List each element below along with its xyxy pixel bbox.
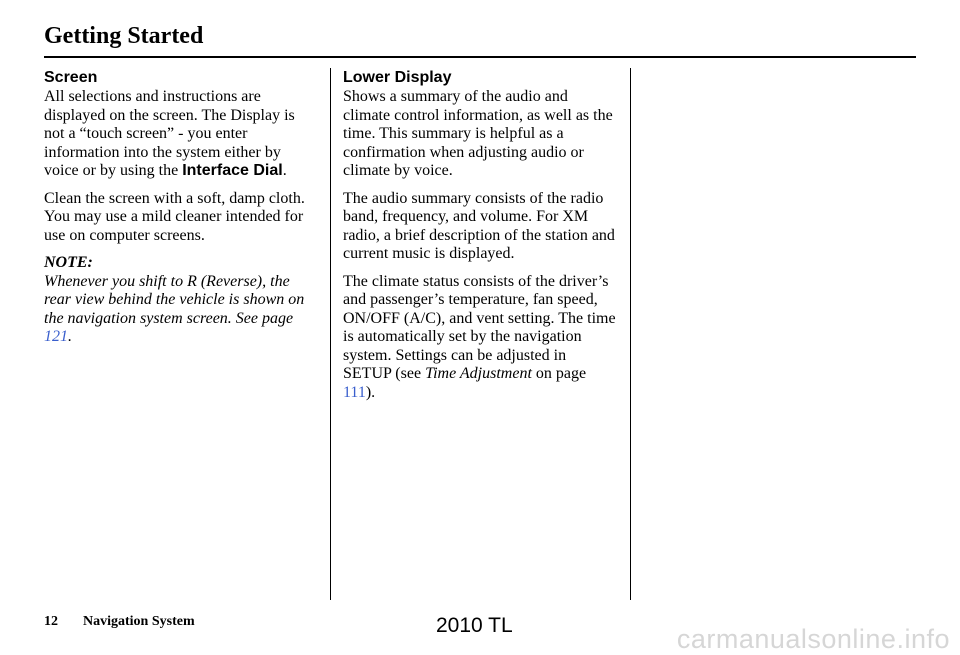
- screen-paragraph-2: Clean the screen with a soft, damp cloth. You may use a mild cleaner intended for use on computer screens.: [44, 189, 305, 244]
- page-number: 12: [44, 614, 58, 629]
- column-divider-right: [630, 68, 631, 600]
- page-111-link[interactable]: 111: [343, 383, 366, 401]
- lower-display-column: [343, 68, 618, 411]
- note-body: Whenever you shift to R (Reverse), the rear view behind the vehicle is shown on the navigation system screen. See page: [44, 272, 305, 327]
- note-label: NOTE:: [44, 254, 93, 271]
- page-121-link[interactable]: 121: [44, 328, 68, 345]
- lower-display-paragraph-3: [343, 273, 618, 403]
- title-divider: [44, 56, 916, 58]
- screen-paragraph-1-end: .: [282, 162, 287, 179]
- lower-display-paragraph-2: The audio summary consists of the radio band, frequency, and volume. For XM radio, a brief description of the station and current music is displayed.: [343, 189, 615, 262]
- screen-paragraph-1-text: All selections and instructions are displayed on the screen. The Display is not a “touch screen” - you enter information into the system either by voice or by using the: [44, 88, 295, 179]
- page-title: Getting Started: [44, 23, 204, 49]
- lower-display-paragraph-3-end: ).: [365, 383, 376, 401]
- site-watermark: carmanualsonline.info: [676, 624, 950, 654]
- screen-column: [44, 68, 314, 356]
- screen-paragraph-1: [44, 88, 314, 181]
- interface-dial-term: Interface Dial: [182, 162, 283, 179]
- screen-heading: Screen: [44, 69, 98, 86]
- note-text: [44, 273, 314, 347]
- time-adjustment-term: Time Adjustment: [425, 365, 532, 382]
- lower-display-paragraph-3-text: The climate status consists of the driver’s and passenger’s temperature, fan speed, ON/OFF (A/C), and vent setting. The time is automatically set by the navigation system. Settings can be adjusted in SETUP (see: [343, 272, 616, 382]
- model-watermark: 2010 TL: [436, 614, 513, 637]
- footer-label: Navigation System: [83, 614, 195, 629]
- column-divider-left: [330, 68, 331, 600]
- lower-display-heading: Lower Display: [343, 69, 452, 86]
- note-end: .: [68, 328, 72, 345]
- lower-display-paragraph-3-mid: on page: [531, 365, 587, 382]
- lower-display-paragraph-1: Shows a summary of the audio and climate control information, as well as the time. This summary is helpful as a confirmation when adjusting audio or climate by voice.: [343, 88, 613, 179]
